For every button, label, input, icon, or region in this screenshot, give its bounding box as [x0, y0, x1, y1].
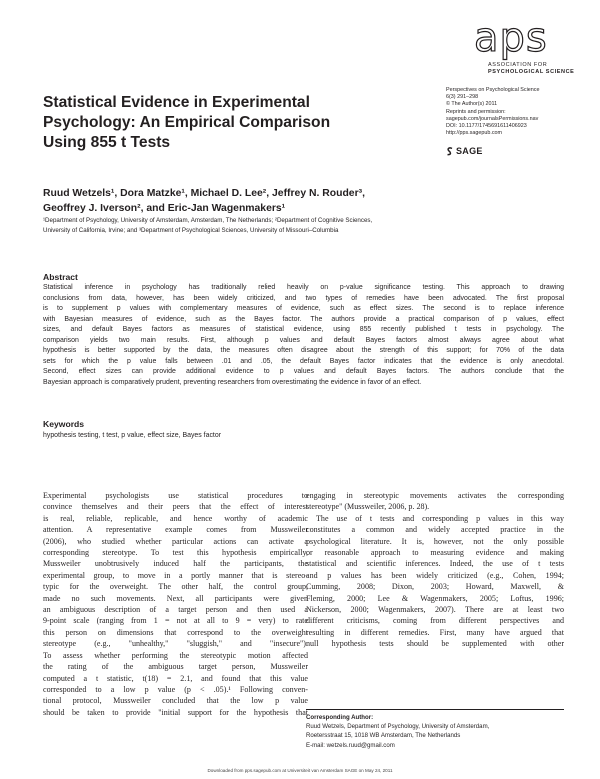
body-line: 9-point scale (ranging from 1 = not at all to 9 = very) to rate [43, 616, 308, 626]
author-line: Ruud Wetzels¹, Dora Matzke¹, Michael D. Lee², Jeffrey N. Rouder³, [43, 188, 365, 199]
aps-logo [474, 15, 580, 76]
body-line: corresponding stereotype. To test this hypothesis empirically, [43, 548, 308, 558]
journal-info-line: DOI: 10.1177/1745691611406923 [446, 123, 527, 130]
body-line: resulting in different remedies. First, many have argued that [306, 627, 564, 637]
body-line: null hypothesis tests should be supplemented with other [306, 639, 564, 649]
correspondence-line: Roetersstraat 15, 1018 WB Amsterdam, The Netherlands [306, 732, 461, 740]
affiliation-line: ¹Department of Psychology, University of Amsterdam, Amsterdam, The Netherlands; ²Department of Cognitive Sciences, [43, 217, 373, 224]
title-line: Using 855 t Tests [43, 134, 171, 151]
body-line: computed a t statistic, t(18) = 2.1, and found that this value [43, 673, 308, 683]
article-title [43, 93, 373, 153]
abstract-text [43, 283, 564, 388]
body-line: or reasonable approach to measuring evidence and making [306, 548, 564, 558]
body-line: different criticisms, coming from different perspectives and [306, 616, 564, 626]
correspondence-divider [306, 709, 564, 710]
download-footer: Downloaded from pps.sagepub.com at Universiteit van Amsterdam SAGE on May 24, 2011 [207, 768, 393, 773]
journal-info-line: sagepub.com/journalsPermissions.nav [446, 115, 539, 122]
abstract-line: conclusions from data, however, has been widely criticized, and two types of remedies have been advocated. The first proposal [43, 294, 564, 302]
abstract-heading: Abstract [43, 272, 78, 282]
keywords-heading: Keywords [43, 419, 85, 429]
correspondence-heading: Corresponding Author: [306, 714, 374, 721]
body-line: stereotype (e.g., "unhealthy," "sluggish," and "insecure"). [43, 639, 308, 649]
keywords-text: hypothesis testing, t test, p value, effect size, Bayes factor [43, 432, 222, 439]
author-line: Geoffrey J. Iverson², and Eric-Jan Wagenmakers¹ [43, 203, 286, 214]
body-line: Cumming, 2008; Dixon, 2003; Howard, Maxwell, & [306, 582, 564, 592]
body-line: Mussweiler unobtrusively induced half the participants, the [43, 559, 308, 569]
abstract-line: Statistical inference in psychology has traditionally relied heavily on p-value significance testing. This approach to drawing [43, 284, 564, 291]
body-line: Experimental psychologists use statistical procedures to [43, 491, 308, 500]
body-line: constitutes a common and widely accepted practice in the [306, 525, 564, 535]
body-line: (2006), who studied whether particular actions can activate a [43, 536, 308, 546]
body-line: convince themselves and their peers that the effect of interest [43, 502, 308, 512]
abstract-line: with Bayesian measures of evidence, such as the Bayes factor. The authors provide a practical comparison of p values, effect [43, 315, 564, 323]
body-line: this person on dimensions that correspond to the overweight [43, 627, 308, 637]
body-line: statistical and scientific inferences. Indeed, the use of t tests [306, 559, 564, 569]
body-line: the rating of the ambiguous target person, Mussweiler [43, 662, 308, 672]
body-line: is real, reliable, replicable, and hence worthy of academic [43, 513, 308, 523]
journal-info-line: © The Author(s) 2011 [446, 101, 498, 108]
body-line: psychological literature. It is, however, not the only possible [306, 536, 564, 546]
journal-info-line: 6(3) 291–298 [446, 94, 479, 101]
body-line: typic for the overweight. The other half, the control group, [43, 582, 308, 592]
sage-swirl-icon [446, 147, 454, 156]
abstract-line: Second, effect sizes can provide additional evidence to p values and default Bayes factors. The authors conclude that the [43, 368, 564, 375]
correspondence-line: Ruud Wetzels, Department of Psychology, University of Amsterdam, [306, 723, 490, 731]
correspondence-email[interactable]: E-mail: wetzels.ruud@gmail.com [306, 741, 395, 749]
journal-info-line: Perspectives on Psychological Science [446, 87, 540, 93]
sage-logo [446, 146, 483, 156]
body-line: should be taken to provide "initial support for the hypothesis that [43, 707, 308, 717]
logo-subtitle-line: PSYCHOLOGICAL SCIENCE [488, 69, 575, 75]
abstract-line: comparison yields two main results. First, although p values and default Bayes factors almost always agree about what [43, 336, 564, 344]
body-line: experimental group, to move in a portly manner that is stereo- [43, 570, 308, 580]
body-line: engaging in stereotypic movements activates the corresponding [306, 491, 564, 500]
body-line: tional protocol, Mussweiler concluded that the low p value [43, 696, 308, 706]
journal-info [446, 87, 596, 137]
body-line: made no such movements. Next, all participants were given [43, 593, 308, 603]
body-line: an ambiguous description of a target person and then used a [43, 605, 308, 615]
body-line: Nickerson, 2000; Wagenmakers, 2007). There are at least two [306, 605, 564, 615]
body-line: To assess whether performing the stereotypic motion affected [43, 650, 308, 660]
body-line: stereotype" (Mussweiler, 2006, p. 28). [306, 502, 430, 512]
body-column-left [43, 490, 308, 718]
body-line: Fleming, 2000; Lee & Wagenmakers, 2005; Loftus, 1996; [306, 593, 564, 603]
body-column-right [306, 490, 564, 650]
logo-subtitle-line: ASSOCIATION FOR [488, 62, 548, 68]
affiliation-line: University of California, Irvine; and ³Department of Psychological Sciences, University of Missouri–Columbia [43, 226, 339, 234]
abstract-line: is to supplement p values with complementary measures of evidence, such as effect sizes. The second is to replace inference [43, 305, 564, 312]
title-line: Psychology: An Empirical Comparison [43, 114, 331, 131]
body-line: and p values has been widely criticized (e.g., Cohen, 1994; [306, 570, 564, 580]
affiliations [43, 216, 563, 235]
abstract-line: hypothesis is better supported by the data, the measures often disagree about the strength of this support; for 70% of the data [43, 347, 564, 354]
author-list [43, 186, 563, 216]
abstract-line: sizes, and default Bayes factors as measures of statistical evidence, using 855 recently published t tests in psychology. The [43, 326, 564, 333]
correspondence-block [306, 713, 564, 750]
logo-subtitle [488, 62, 574, 76]
logo-wordmark: aps [474, 15, 548, 61]
title-line: Statistical Evidence in Experimental [43, 94, 310, 111]
journal-info-link[interactable]: http://pps.sagepub.com [446, 130, 503, 137]
abstract-line: sets for which the p value falls between .01 and .05, the default Bayes factor indicates that the evidence is only anecdotal. [43, 357, 564, 365]
abstract-line: Bayesian approach is comparatively prudent, preventing researchers from overestimating the evidence in favor of an effect. [43, 378, 422, 386]
journal-info-line: Reprints and permission: [446, 108, 506, 115]
body-line: attention. A representative example comes from Mussweiler [43, 525, 308, 535]
body-line: corresponded to a low p value (p < .05).¹ Following conven- [43, 684, 308, 694]
sage-wordmark: SAGE [456, 146, 483, 156]
body-line: The use of t tests and corresponding p values in this way [316, 513, 564, 523]
